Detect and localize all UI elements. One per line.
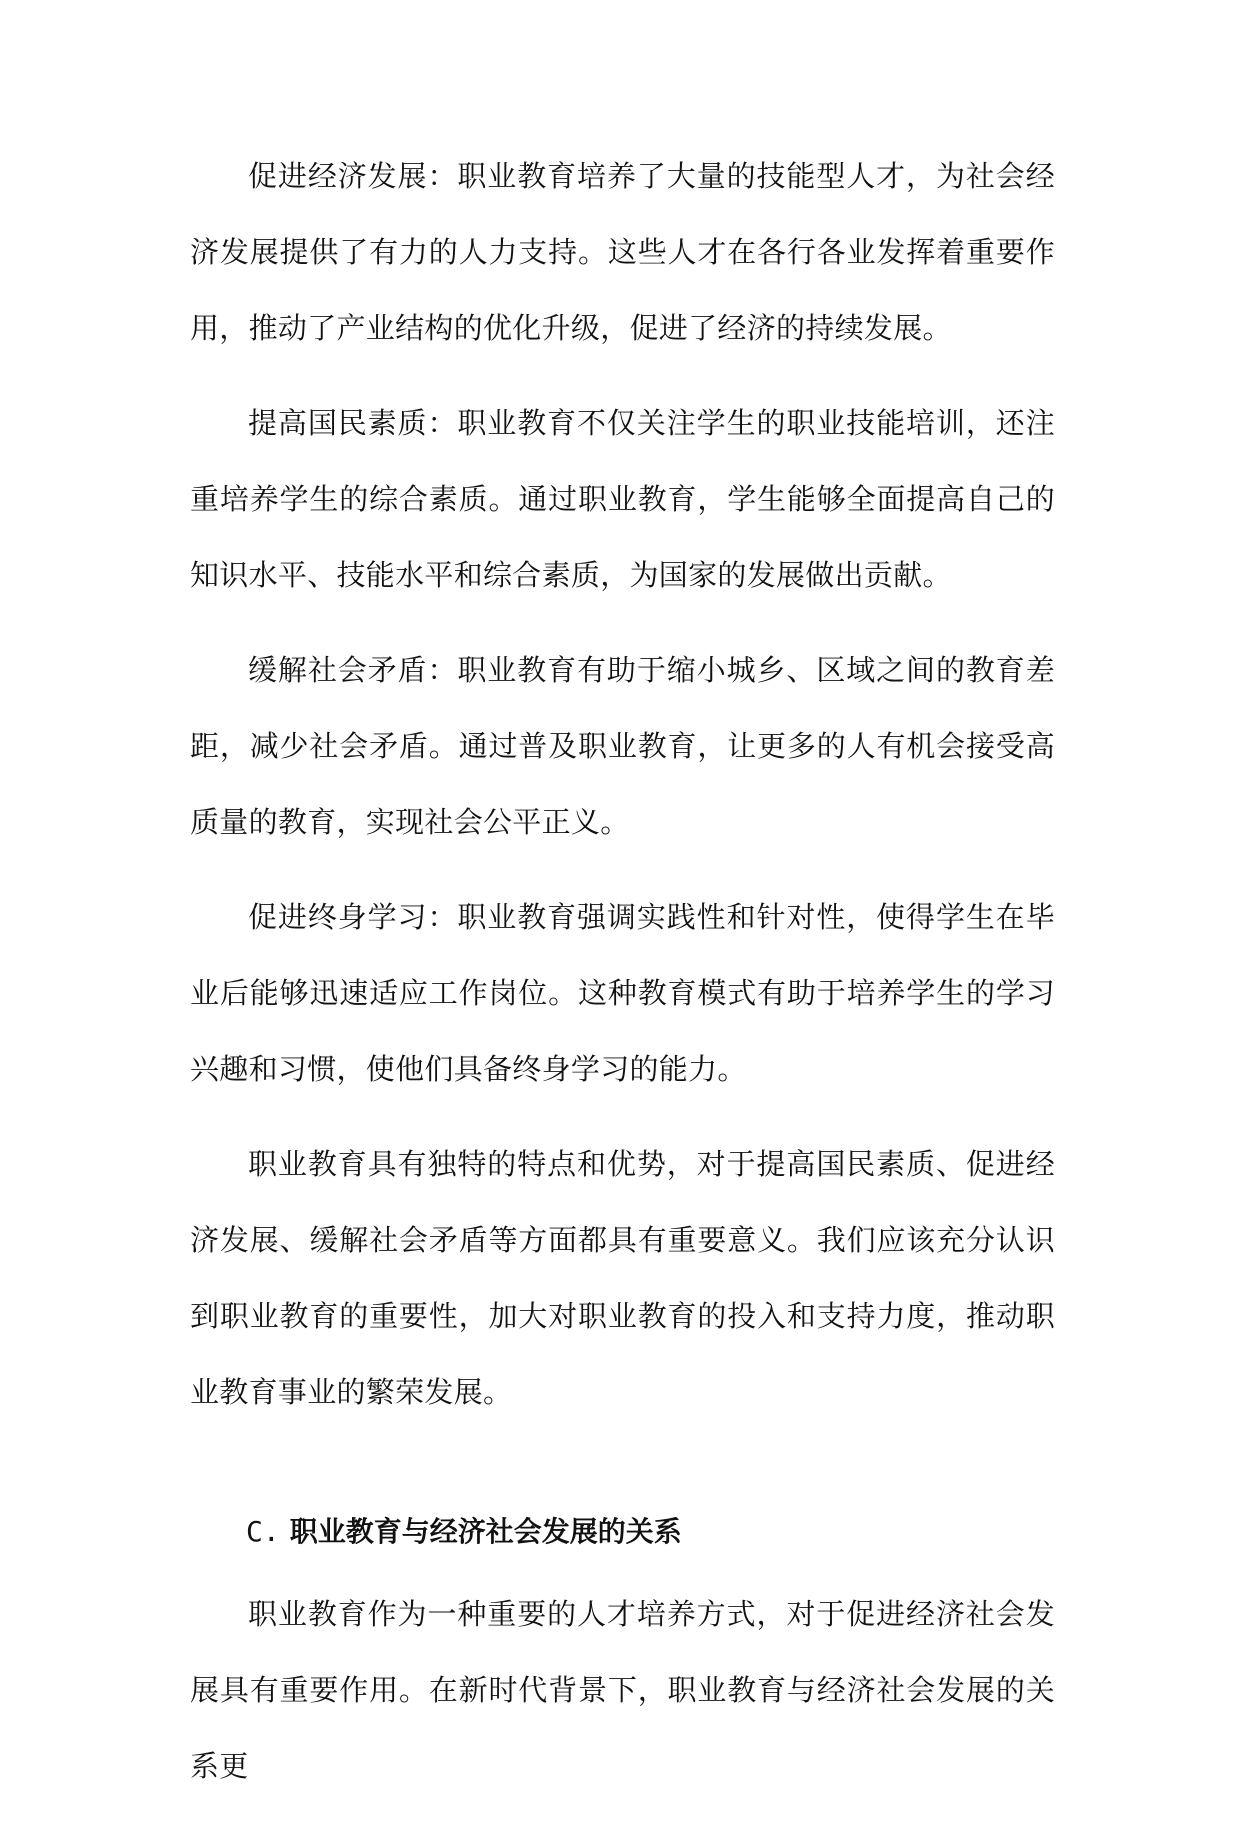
paragraph-section-intro: 职业教育作为一种重要的人才培养方式，对于促进经济社会发展具有重要作用。在新时代背景下，职业教育与经济社会发展的关系更 xyxy=(190,1597,1055,1783)
section-heading xyxy=(190,1494,1055,1570)
paragraph-improve-quality: 提高国民素质：职业教育不仅关注学生的职业技能培训，还注重培养学生的综合素质。通过职业教育，学生能够全面提高自己的知识水平、技能水平和综合素质，为国家的发展做出贡献。 xyxy=(190,406,1055,592)
section-label: C. xyxy=(246,1515,280,1548)
document-page xyxy=(190,138,1055,1823)
paragraph-ease-conflicts: 缓解社会矛盾：职业教育有助于缩小城乡、区域之间的教育差距，减少社会矛盾。通过普及职业教育，让更多的人有机会接受高质量的教育，实现社会公平正义。 xyxy=(190,653,1055,839)
section-title: 职业教育与经济社会发展的关系 xyxy=(289,1515,682,1548)
paragraph-lifelong-learning: 促进终身学习：职业教育强调实践性和针对性，使得学生在毕业后能够迅速适应工作岗位。这种教育模式有助于培养学生的学习兴趣和习惯，使他们具备终身学习的能力。 xyxy=(190,900,1055,1086)
paragraph-promote-economy: 促进经济发展：职业教育培养了大量的技能型人才，为社会经济发展提供了有力的人力支持。这些人才在各行各业发挥着重要作用，推动了产业结构的优化升级，促进了经济的持续发展。 xyxy=(190,159,1055,345)
paragraph-summary: 职业教育具有独特的特点和优势，对于提高国民素质、促进经济发展、缓解社会矛盾等方面都具有重要意义。我们应该充分认识到职业教育的重要性，加大对职业教育的投入和支持力度，推动职业教育事业的繁荣发展。 xyxy=(190,1147,1055,1409)
